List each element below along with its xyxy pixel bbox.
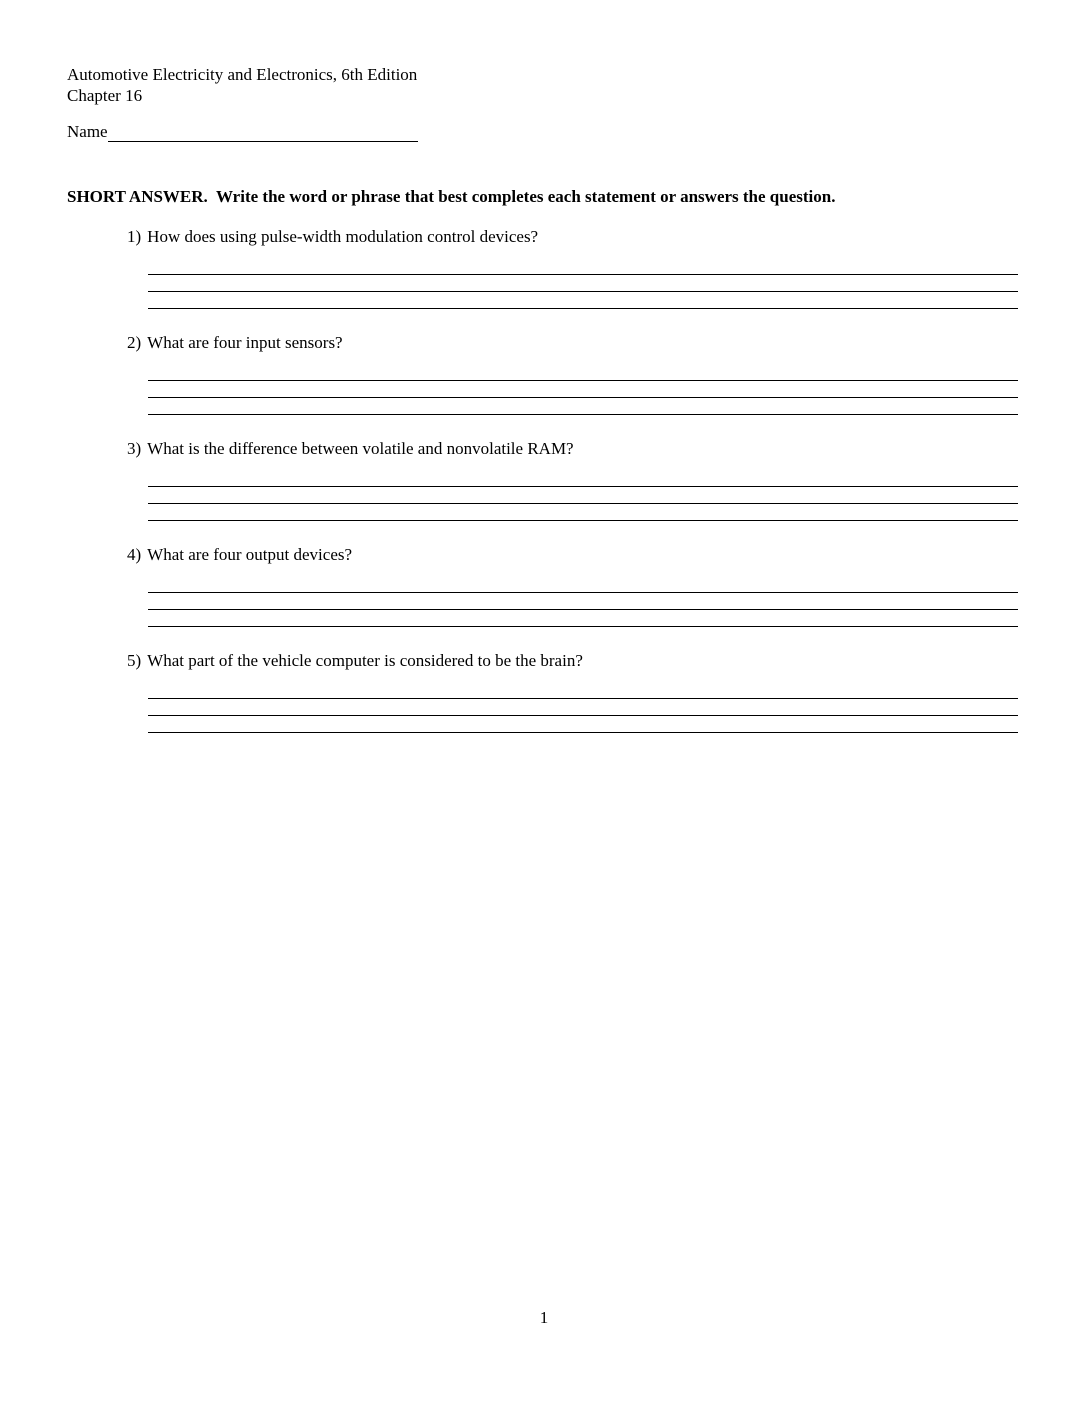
question-number: 1): [127, 227, 142, 246]
chapter-label: Chapter 16: [67, 86, 143, 105]
question-item: [0, 227, 1088, 333]
answer-blank-line: [148, 592, 1018, 609]
answer-lines: [148, 486, 1018, 537]
name-label: Name: [67, 122, 108, 141]
question-text: [127, 227, 1088, 247]
question-number: 4): [127, 545, 142, 564]
answer-lines: [148, 274, 1018, 325]
answer-blank-line: [148, 380, 1018, 397]
question-text: [127, 333, 1088, 353]
question-prompt: What part of the vehicle computer is considered to be the brain?: [147, 651, 583, 670]
answer-blank-line: [148, 715, 1018, 732]
question-item: [0, 545, 1088, 651]
answer-blank-line: [148, 626, 1018, 643]
question-item: [0, 333, 1088, 439]
answer-lines: [148, 380, 1018, 431]
answer-lines: [148, 592, 1018, 643]
book-title: Automotive Electricity and Electronics, 6th Edition: [67, 65, 418, 84]
question-number: 5): [127, 651, 142, 670]
question-text: [127, 439, 1088, 459]
question-prompt: How does using pulse-width modulation control devices?: [147, 227, 539, 246]
question-prompt: What is the difference between volatile and nonvolatile RAM?: [147, 439, 574, 458]
question-prompt: What are four input sensors?: [147, 333, 343, 352]
answer-blank-line: [148, 274, 1018, 291]
question-item: [0, 439, 1088, 545]
question-item: [0, 651, 1088, 757]
page-number: 1: [539, 1308, 549, 1327]
question-text: [127, 545, 1088, 565]
section-heading: SHORT ANSWER. Write the word or phrase that best completes each statement or answers the question.: [67, 187, 836, 206]
answer-blank-line: [148, 486, 1018, 503]
answer-blank-line: [148, 308, 1018, 325]
answer-blank-line: [148, 291, 1018, 308]
answer-blank-line: [148, 503, 1018, 520]
question-text: [127, 651, 1088, 671]
document-header: [67, 64, 417, 106]
question-list: [0, 227, 1088, 757]
name-blank-line: [108, 125, 418, 142]
answer-blank-line: [148, 520, 1018, 537]
answer-lines: [148, 698, 1018, 749]
answer-blank-line: [148, 698, 1018, 715]
answer-blank-line: [148, 732, 1018, 749]
answer-blank-line: [148, 609, 1018, 626]
question-number: 2): [127, 333, 142, 352]
answer-blank-line: [148, 397, 1018, 414]
name-row: [67, 121, 418, 142]
question-number: 3): [127, 439, 142, 458]
answer-blank-line: [148, 414, 1018, 431]
question-prompt: What are four output devices?: [147, 545, 353, 564]
